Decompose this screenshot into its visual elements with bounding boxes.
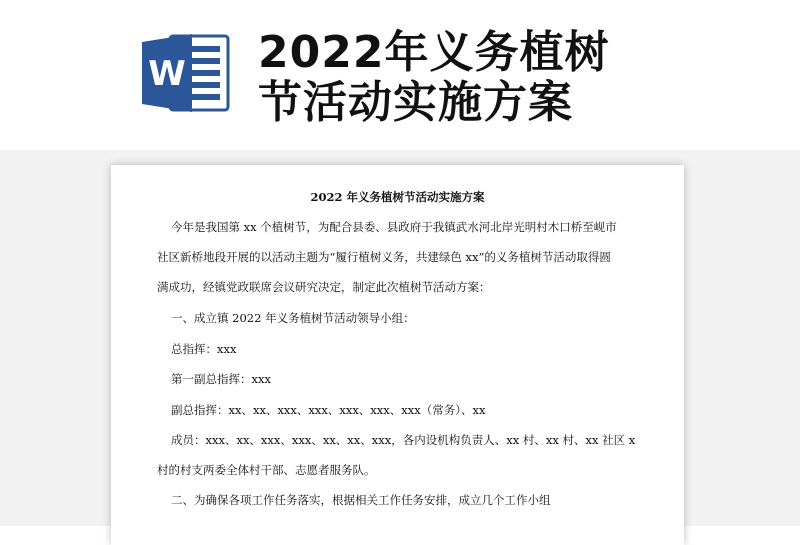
document-line: 一、成立镇 2022 年义务植树节活动领导小组： bbox=[171, 311, 415, 325]
document-line: 社区新桥地段开展的以活动主题为“履行植树义务，共建绿色 xx”的义务植树节活动取得圆 bbox=[157, 250, 611, 264]
document-line: 总指挥：xxx bbox=[171, 342, 237, 356]
document-line: 村的村支两委全体村干部、志愿者服务队。 bbox=[157, 463, 376, 477]
document-line: 成员：xxx、xx、xxx、xxx、xx、xx、xxx，各内设机构负责人、xx 村、xx 村、xx 社区 x bbox=[171, 433, 636, 447]
document-title: 2022 年义务植树节活动实施方案 bbox=[310, 190, 485, 204]
document-page bbox=[111, 165, 684, 545]
document-line: 第一副总指挥：xxx bbox=[171, 372, 271, 386]
header-banner bbox=[0, 0, 800, 150]
page-title bbox=[258, 28, 609, 128]
page-title-line-2: 节活动实施方案 bbox=[258, 77, 573, 128]
document-line: 副总指挥：xx、xx、xxx、xxx、xxx、xxx、xxx（常务）、xx bbox=[171, 403, 486, 417]
document-line: 二、为确保各项工作任务落实，根据相关工作任务安排，成立几个工作小组 bbox=[171, 493, 551, 507]
word-document-icon bbox=[140, 30, 232, 116]
word-icon-letter: W bbox=[148, 54, 186, 94]
document-line: 今年是我国第 xx 个植树节，为配合县委、县政府于我镇武水河北岸光明村木口桥至岘市 bbox=[171, 220, 617, 234]
document-line: 满成功，经镇党政联席会议研究决定，制定此次植树节活动方案： bbox=[157, 280, 491, 294]
page-title-line-1: 2022年义务植树 bbox=[258, 27, 610, 78]
